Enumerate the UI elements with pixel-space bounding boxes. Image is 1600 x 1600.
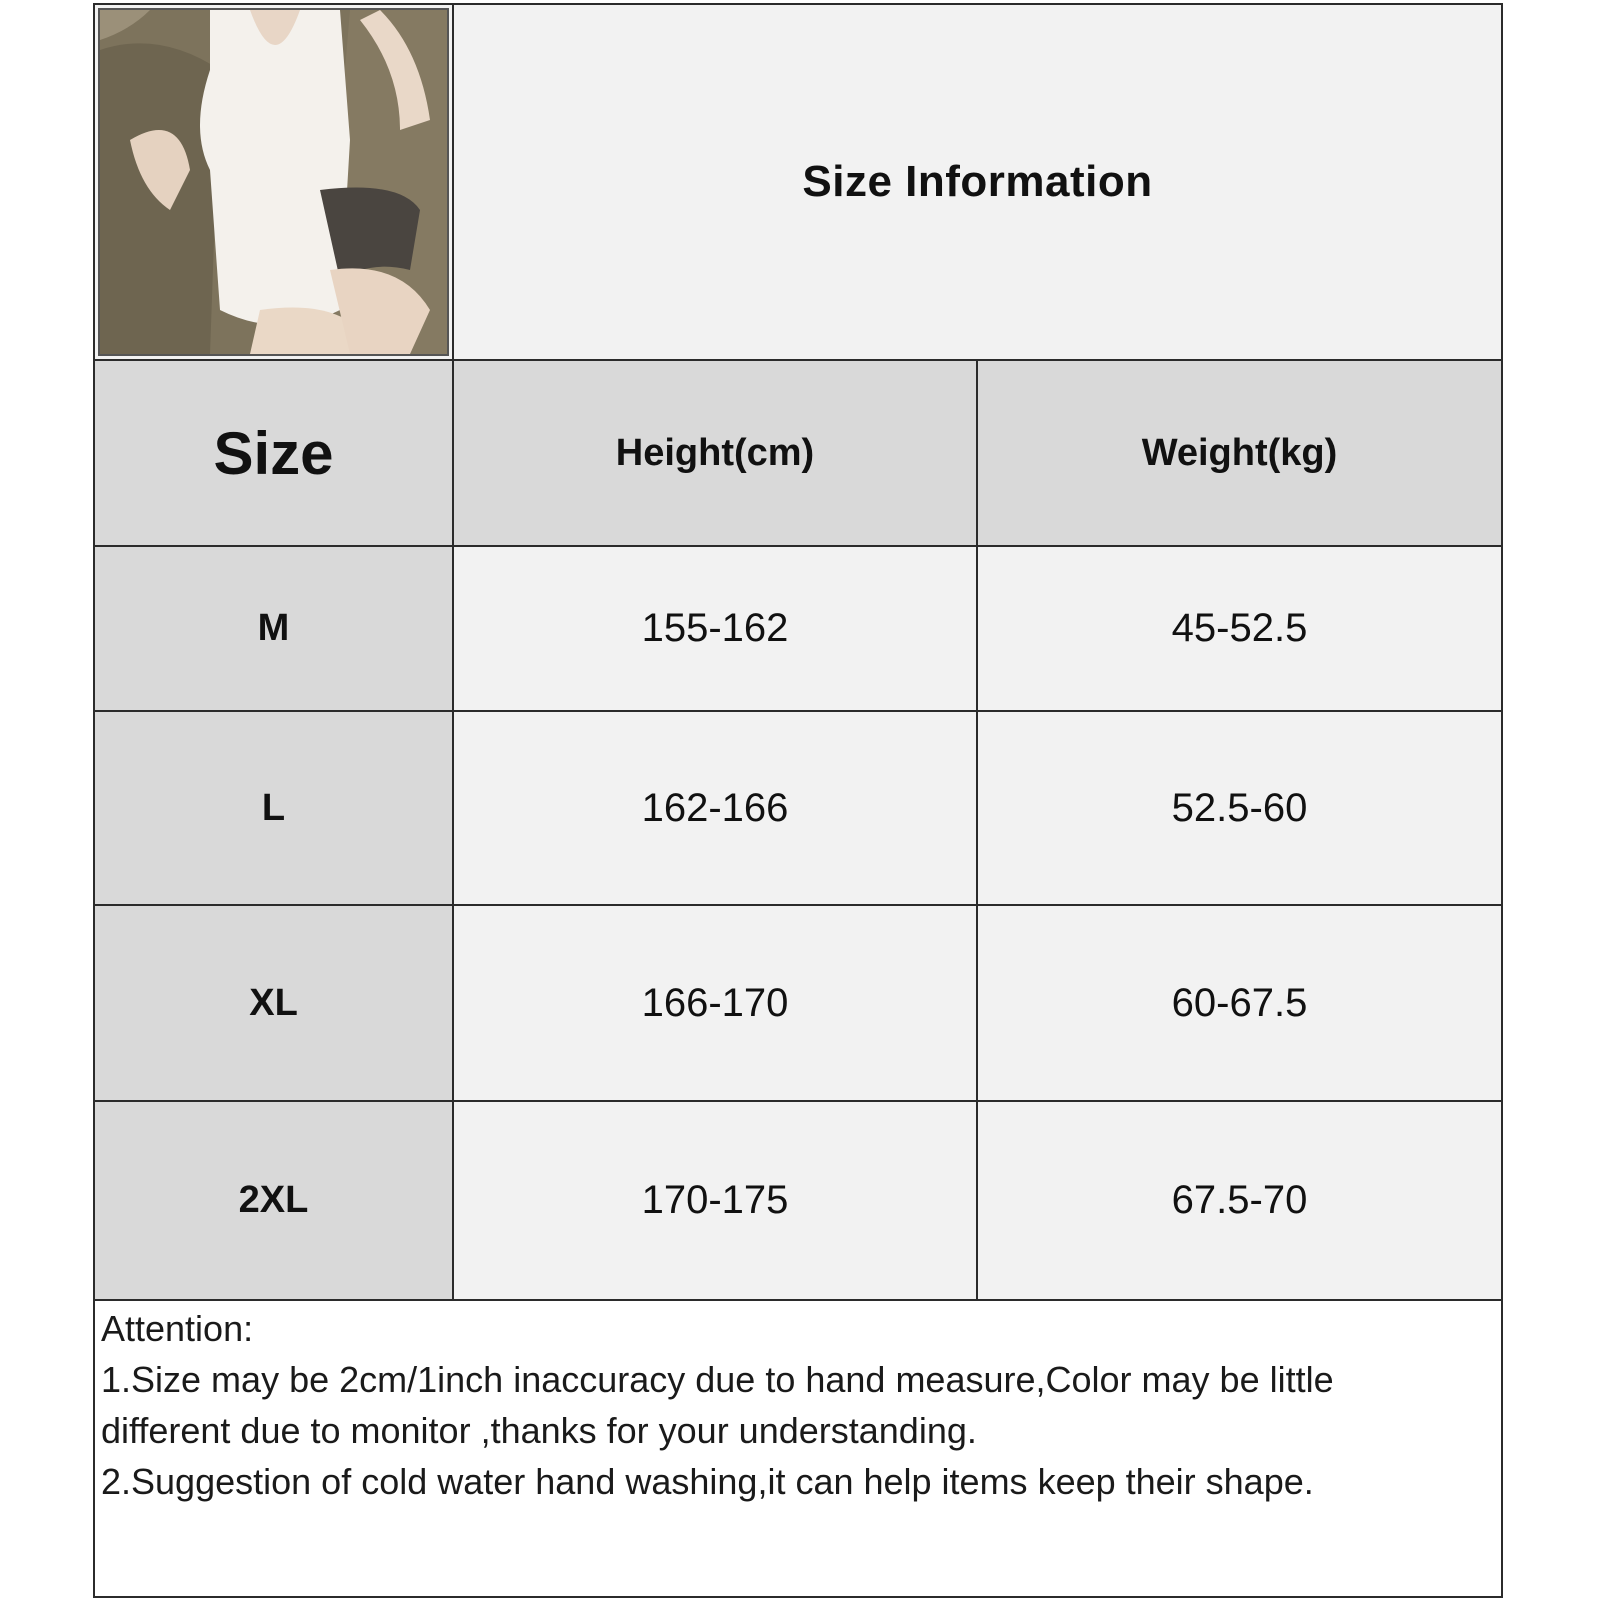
size-label: L (261, 786, 286, 829)
size-label: 2XL (238, 1179, 309, 1221)
weight-cell (978, 712, 1501, 904)
header-weight: Weight(kg) (1141, 431, 1338, 474)
attention-line-3: 2.Suggestion of cold water hand washing,it can help items keep their shape. (101, 1461, 1314, 1502)
weight-value: 60-67.5 (1171, 980, 1308, 1025)
size-label: XL (249, 981, 298, 1024)
grid-line (95, 359, 1501, 361)
attention-notes (95, 1301, 1501, 1596)
page-title: Size Information (802, 157, 1153, 206)
header-size-cell (95, 361, 452, 545)
height-value: 170-175 (641, 1178, 789, 1222)
height-value: 155-162 (641, 606, 789, 650)
height-cell (454, 547, 976, 710)
attention-line-1: 1.Size may be 2cm/1inch inaccuracy due to hand measure,Color may be little (101, 1359, 1334, 1400)
grid-line (95, 545, 1501, 547)
grid-line (95, 710, 1501, 712)
product-photo-cell (95, 5, 452, 359)
weight-cell (978, 906, 1501, 1100)
height-value: 162-166 (641, 785, 789, 830)
grid-line (95, 1100, 1501, 1102)
table-row (95, 712, 452, 904)
product-photo (98, 8, 449, 356)
table-row (95, 547, 452, 710)
size-chart-sheet (93, 3, 1503, 1598)
product-photo-icon (100, 10, 447, 354)
header-height-cell (454, 361, 976, 545)
weight-value: 52.5-60 (1171, 785, 1308, 830)
header-weight-cell (978, 361, 1501, 545)
size-label: M (257, 607, 290, 649)
grid-line (95, 904, 1501, 906)
height-cell (454, 712, 976, 904)
weight-value: 67.5-70 (1171, 1178, 1308, 1222)
height-cell (454, 906, 976, 1100)
weight-cell (978, 547, 1501, 710)
weight-cell (978, 1102, 1501, 1299)
header-size: Size (213, 419, 334, 487)
attention-heading: Attention: (101, 1308, 254, 1349)
title-cell (454, 5, 1501, 359)
grid-line (452, 5, 454, 1299)
height-cell (454, 1102, 976, 1299)
header-height: Height(cm) (615, 431, 815, 474)
attention-line-2: different due to monitor ,thanks for your understanding. (101, 1410, 977, 1451)
height-value: 166-170 (641, 980, 789, 1025)
table-row (95, 906, 452, 1100)
weight-value: 45-52.5 (1171, 606, 1308, 650)
table-row (95, 1102, 452, 1299)
grid-line (976, 361, 978, 1299)
